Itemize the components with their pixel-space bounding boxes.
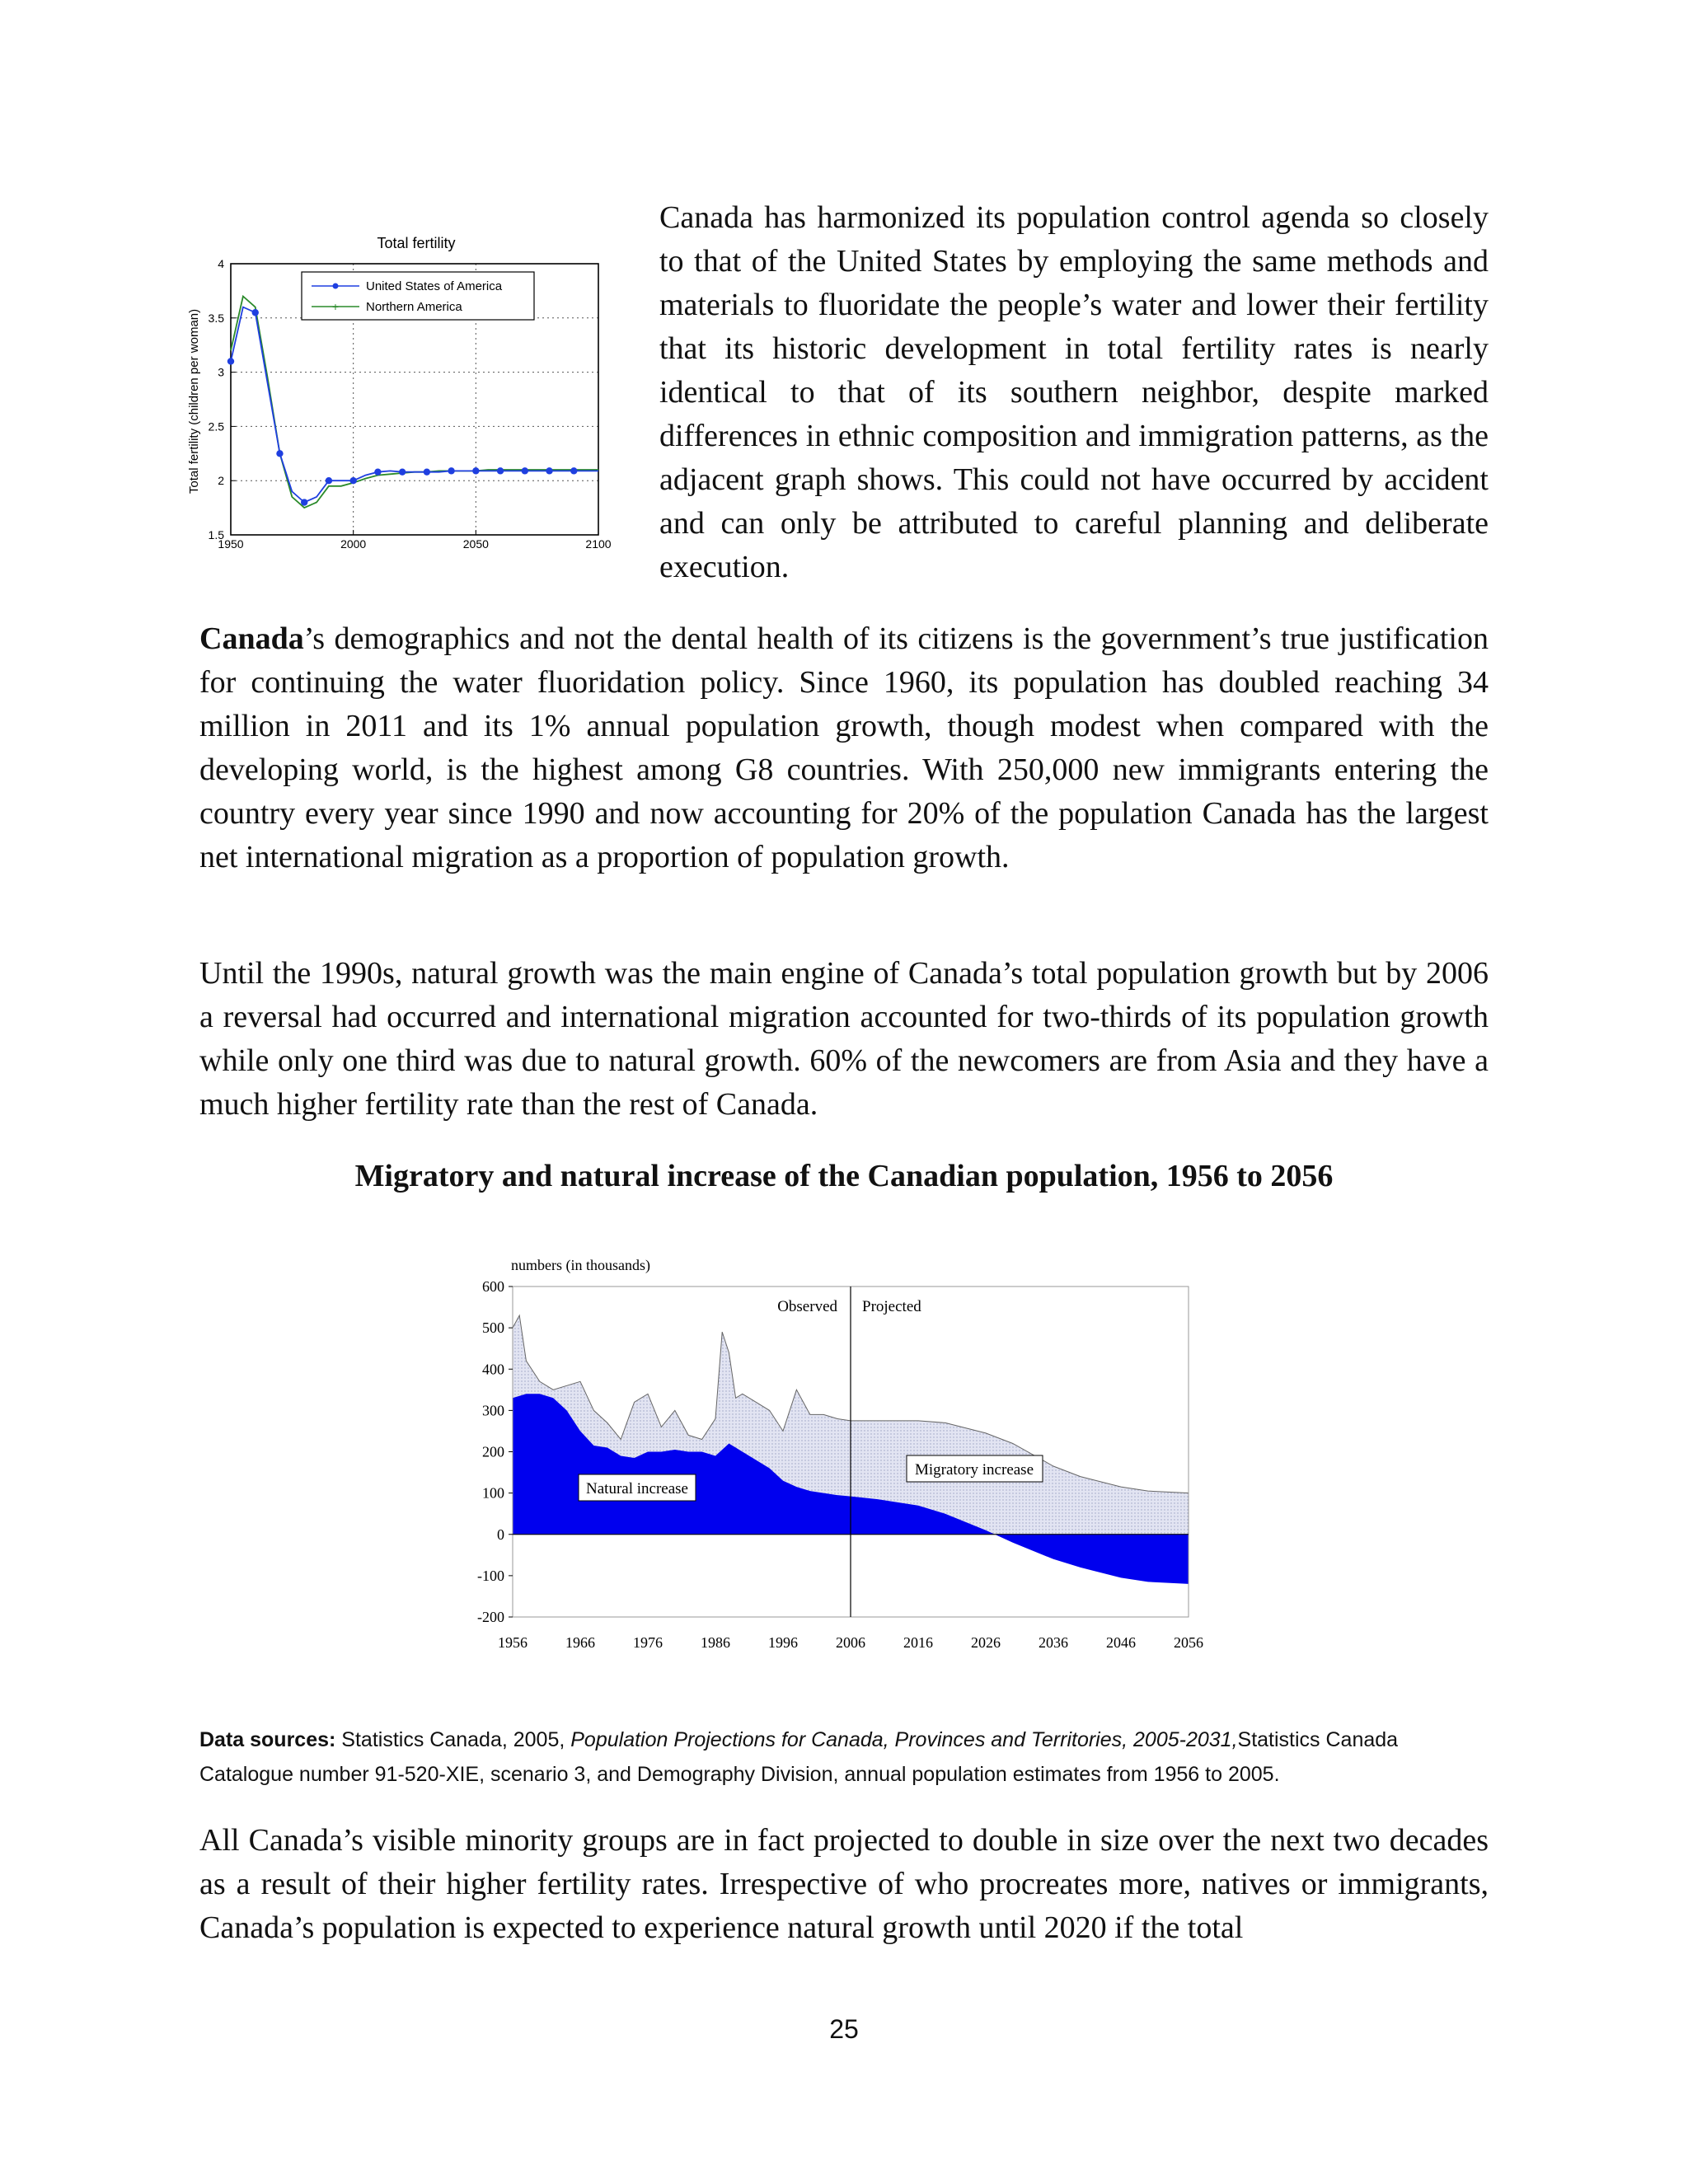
legend-marker-na: + xyxy=(331,300,340,313)
y-tick-label: 400 xyxy=(482,1361,504,1378)
us-data-point xyxy=(301,499,307,505)
us-data-point xyxy=(349,477,356,484)
migratory-increase-annotation xyxy=(907,1455,1043,1482)
observed-label: Observed xyxy=(777,1298,837,1315)
sources-label: Data sources: xyxy=(199,1728,336,1751)
migration-paragraph: Until the 1990s, natural growth was the main engine of Canada’s total population growth but by 2006 a reversal had occurred and international migration accounted for two-thirds of its population growth while only one third was due to natural growth. 60% of the newcomers are from Asia and they have a much higher fertility rate than the rest of Canada. xyxy=(199,956,1489,1122)
x-tick-label: 1966 xyxy=(565,1634,595,1651)
x-tick-label: 2036 xyxy=(1039,1634,1068,1651)
x-tick-label: 2026 xyxy=(971,1634,1001,1651)
paragraph-lead-word: Canada xyxy=(199,621,304,656)
fertility-chart-ylabel: Total fertility (children per woman) xyxy=(187,308,201,494)
x-tick-label: 2050 xyxy=(462,537,489,551)
y-tick-label: 3.5 xyxy=(208,311,224,325)
projected-label: Projected xyxy=(862,1298,921,1315)
y-tick-label: 1.5 xyxy=(208,528,224,541)
y-tick-label: 200 xyxy=(482,1443,504,1460)
data-sources-note xyxy=(199,1722,1489,1792)
natural-increase-label: Natural increase xyxy=(586,1480,688,1497)
us-data-point xyxy=(276,450,283,457)
y-tick-label: 300 xyxy=(482,1402,504,1419)
legend-label-us: United States of America xyxy=(366,279,503,293)
x-tick-label: 1976 xyxy=(633,1634,663,1651)
us-data-point xyxy=(227,358,234,364)
y-tick-label: 100 xyxy=(482,1484,504,1502)
fertility-chart-title: Total fertility xyxy=(377,235,456,251)
migration-chart-ylabel: numbers (in thousands) xyxy=(511,1257,650,1273)
x-tick-label: 2100 xyxy=(585,537,612,551)
natural-increase-annotation xyxy=(579,1474,696,1501)
x-tick-label: 1996 xyxy=(768,1634,798,1651)
minority-paragraph: All Canada’s visible minority groups are in fact projected to double in size over the next two decades as a result of their higher fertility rates. Irrespective of who procreates more, natives or immigrants, Canada’s population is expected to experience natural growth until 2020 if the total xyxy=(199,1823,1489,1945)
y-tick-label: 4 xyxy=(218,257,224,270)
x-tick-label: 1986 xyxy=(701,1634,730,1651)
y-tick-label: 500 xyxy=(482,1319,504,1337)
x-tick-label: 2056 xyxy=(1174,1634,1203,1651)
northern-america-fertility-line xyxy=(231,297,598,509)
y-tick-label: 2.5 xyxy=(208,419,224,434)
us-data-point xyxy=(570,467,577,474)
x-tick-label: 1950 xyxy=(218,537,244,551)
migration-chart-title: Migratory and natural increase of the Canadian population, 1956 to 2056 xyxy=(354,1159,1334,1193)
paragraph-body: ’s demographics and not the dental health of its citizens is the government’s true justification for continuing the water fluoridation policy. Since 1960, its population has doubled reaching 34 million in 2011 and its 1% annual population growth, though modest when compared with the developing world, is the highest among G8 countries. With 250,000 new immigrants entering the country every year since 1990 and now accounting for 20% of the population Canada has the largest net international migration as a proportion of population growth. xyxy=(199,621,1489,874)
us-data-point xyxy=(522,467,528,474)
migratory-increase-label: Migratory increase xyxy=(914,1461,1034,1479)
us-data-point xyxy=(448,467,454,474)
y-tick-label: 600 xyxy=(482,1278,504,1295)
us-fertility-line xyxy=(231,307,598,503)
legend-label-na: Northern America xyxy=(366,300,462,314)
us-data-point xyxy=(326,477,332,484)
y-tick-label: 0 xyxy=(497,1526,504,1543)
us-data-point xyxy=(424,468,430,475)
us-data-point xyxy=(472,467,479,474)
x-tick-label: 2016 xyxy=(903,1634,933,1651)
us-data-point xyxy=(374,468,381,475)
y-tick-label: 2 xyxy=(218,474,224,488)
x-tick-label: 2006 xyxy=(836,1634,865,1651)
intro-paragraph: Canada has harmonized its population control agenda so closely to that of the United States by employing the same methods and materials to fluoridate the people’s water and lower their fertility that its historic development in total fertility rates is nearly identical to that of its southern neighbor, despite marked differences in ethnic composition and immigration patterns, as the adjacent graph shows. This could not have occurred by accident and can only be attributed to careful planning and deliberate execution. xyxy=(659,200,1489,584)
fertility-chart xyxy=(183,232,628,562)
x-tick-label: 2000 xyxy=(340,537,367,551)
x-tick-label: 1956 xyxy=(498,1634,528,1651)
demographics-paragraph xyxy=(199,617,1489,879)
y-tick-label: -200 xyxy=(477,1609,504,1625)
migration-chart xyxy=(462,1249,1220,1661)
us-data-point xyxy=(252,309,259,316)
sources-publication-title: Population Projections for Canada, Provinces and Territories, 2005-2031, xyxy=(570,1728,1238,1751)
us-data-point xyxy=(497,467,504,474)
page-number: 25 xyxy=(829,2014,859,2044)
sources-text-2: Statistics Canada Catalogue number 91-520-XIE, scenario 3, and Demography Division, annual population estimates from 1956 to 2005. xyxy=(199,1728,1399,1786)
y-tick-label: 3 xyxy=(218,365,224,379)
legend-marker-us xyxy=(333,284,339,289)
x-tick-label: 2046 xyxy=(1106,1634,1136,1651)
sources-text-1: Statistics Canada, 2005, xyxy=(335,1728,571,1751)
y-tick-label: -100 xyxy=(477,1567,504,1584)
us-data-point xyxy=(399,468,406,475)
us-data-point xyxy=(546,467,552,474)
fertility-legend xyxy=(302,272,534,320)
